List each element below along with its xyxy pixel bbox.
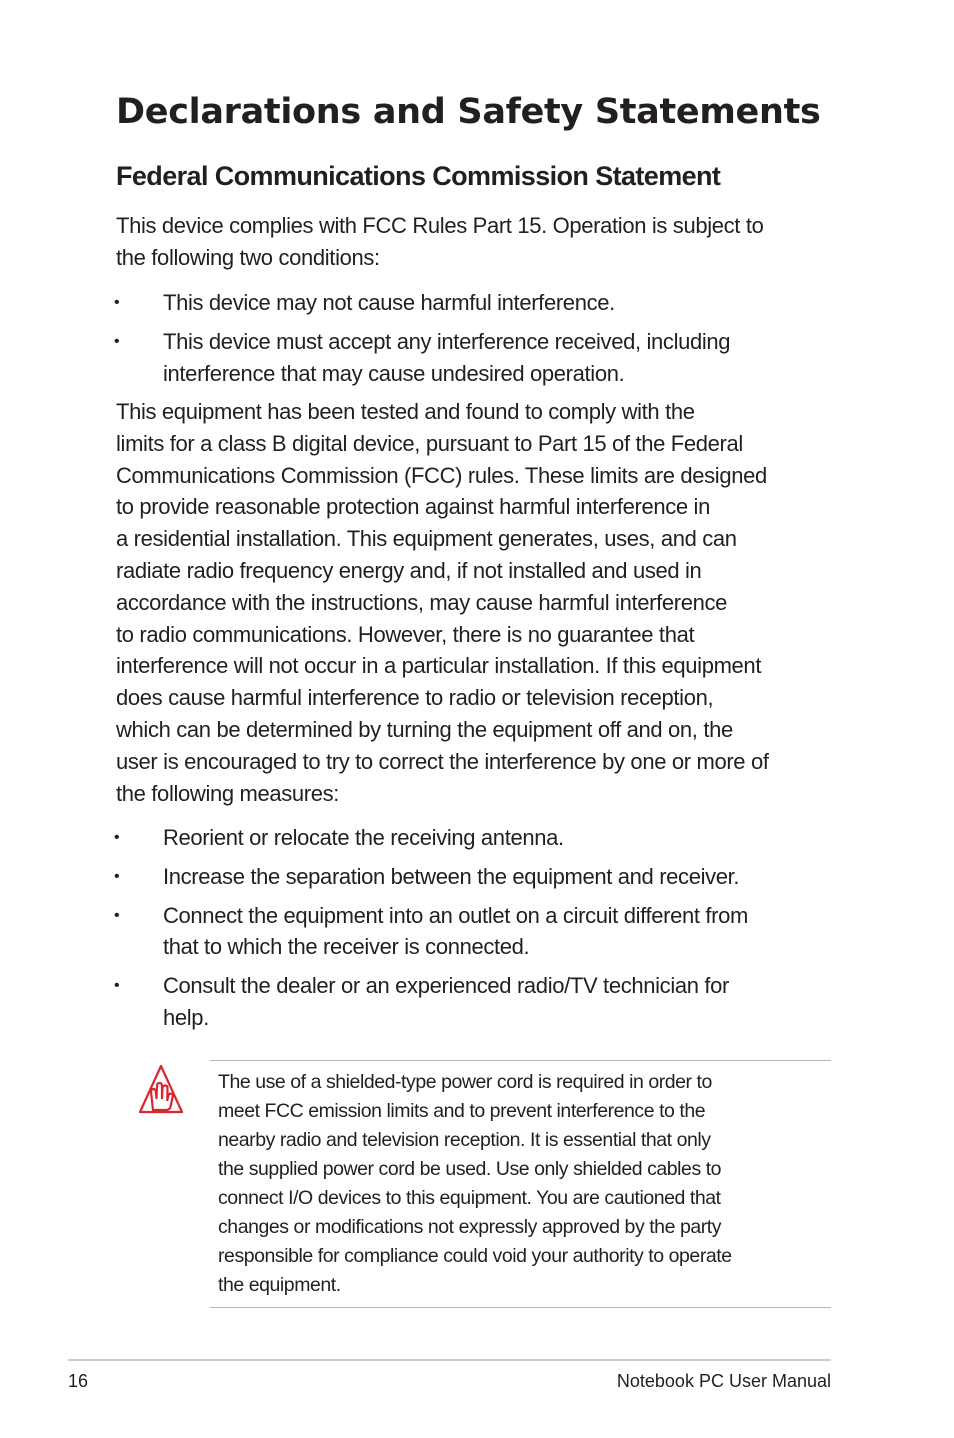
footer-divider	[68, 1359, 831, 1361]
list-item	[116, 970, 846, 1034]
paragraph-line: This equipment has been tested and found to comply with the	[116, 399, 695, 424]
warning-line: The use of a shielded-type power cord is required in order to	[218, 1071, 712, 1093]
list-item-text: interference that may cause undesired operation.	[163, 360, 625, 386]
bullet-icon: •	[114, 294, 120, 311]
manual-title: Notebook PC User Manual	[616, 1371, 831, 1391]
warning-line: meet FCC emission limits and to prevent interference to the	[218, 1100, 706, 1122]
paragraph-line: the following measures:	[116, 780, 340, 806]
list-item	[116, 861, 846, 893]
warning-line: connect I/O devices to this equipment. You are cautioned that	[218, 1187, 721, 1209]
list-item-text: Connect the equipment into an outlet on a circuit different from	[163, 902, 748, 928]
list-item-text: This device may not cause harmful interference.	[163, 290, 615, 315]
intro-line: the following two conditions:	[116, 244, 380, 270]
warning-note	[210, 1060, 831, 1308]
paragraph-line: accordance with the instructions, may cause harmful interference	[116, 589, 728, 615]
intro-paragraph	[116, 210, 846, 274]
list-item-text: help.	[163, 1004, 209, 1030]
list-item	[116, 287, 846, 319]
list-item	[116, 900, 846, 964]
warning-line: the equipment.	[218, 1274, 341, 1296]
compliance-paragraph	[116, 396, 846, 809]
paragraph-line: does cause harmful interference to radio or television reception,	[116, 685, 714, 711]
warning-line: changes or modifications not expressly approved by the party	[218, 1216, 722, 1238]
warning-line: nearby radio and television reception. It is essential that only	[218, 1129, 711, 1151]
bullet-icon: •	[114, 977, 120, 995]
paragraph-line: interference will not occur in a particular installation. If this equipment	[116, 653, 762, 679]
warning-hand-icon	[136, 1062, 186, 1118]
page-title: Declarations and Safety Statements	[116, 92, 821, 132]
measures-list	[116, 822, 846, 1041]
list-item-text: that to which the receiver is connected.	[163, 934, 530, 960]
list-item-text: Consult the dealer or an experienced radio/TV technician for	[163, 973, 730, 999]
warning-line: the supplied power cord be used. Use only shielded cables to	[218, 1158, 722, 1180]
conditions-list	[116, 287, 846, 396]
bullet-icon: •	[114, 332, 120, 350]
intro-line: This device complies with FCC Rules Part 15. Operation is subject to	[116, 213, 764, 238]
paragraph-line: a residential installation. This equipment generates, uses, and can	[116, 526, 737, 552]
bullet-icon: •	[114, 867, 120, 885]
list-item-text: This device must accept any interference received, including	[163, 328, 731, 354]
section-heading: Federal Communications Commission Statement	[116, 161, 721, 191]
list-item-text: Reorient or relocate the receiving antenna.	[163, 825, 564, 850]
paragraph-line: limits for a class B digital device, pursuant to Part 15 of the Federal	[116, 430, 743, 456]
warning-text	[218, 1068, 732, 1300]
paragraph-line: radiate radio frequency energy and, if not installed and used in	[116, 557, 702, 583]
list-item	[116, 326, 846, 390]
paragraph-line: to radio communications. However, there is no guarantee that	[116, 621, 695, 647]
list-item-text: Increase the separation between the equipment and receiver.	[163, 863, 740, 889]
paragraph-line: to provide reasonable protection against harmful interference in	[116, 494, 710, 520]
page-number: 16	[68, 1371, 89, 1391]
list-item	[116, 822, 846, 854]
bullet-icon: •	[114, 829, 120, 846]
paragraph-line: Communications Commission (FCC) rules. These limits are designed	[116, 462, 767, 488]
paragraph-line: which can be determined by turning the equipment off and on, the	[116, 716, 733, 742]
paragraph-line: user is encouraged to try to correct the interference by one or more of	[116, 748, 769, 774]
bullet-icon: •	[114, 906, 120, 924]
warning-line: responsible for compliance could void your authority to operate	[218, 1245, 732, 1267]
